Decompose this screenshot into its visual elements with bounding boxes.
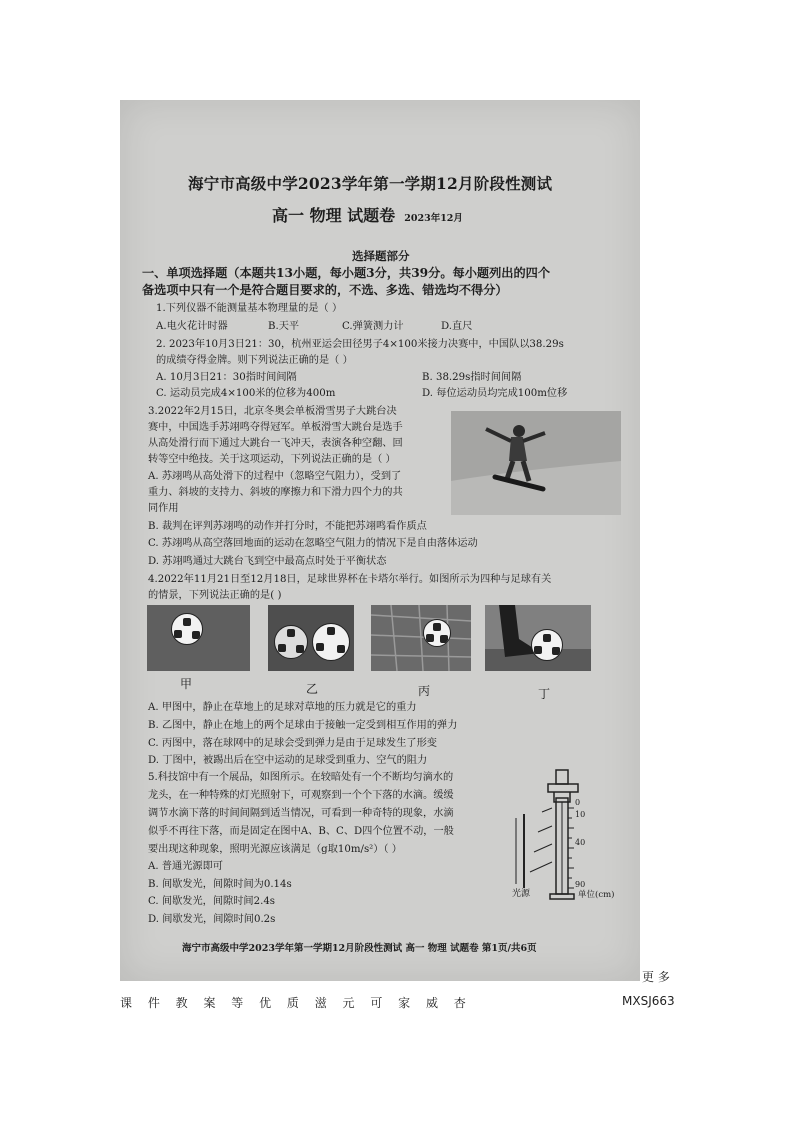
q5-stem-line5: 要出现这种现象，照明光源应该满足（g取10m/s²）（ ） <box>148 844 402 855</box>
football-icon <box>312 623 350 661</box>
page-footer: 海宁市高级中学2023学年第一学期12月阶段性测试 高一 物理 试题卷 第1页/共6页 <box>182 943 537 954</box>
figure-label-jia: 甲 <box>180 677 193 691</box>
q4-option-a: A. 甲图中，静止在草地上的足球对草地的压力就是它的重力 <box>148 702 417 713</box>
q4-stem-line2: 的情景，下列说法正确的是( ) <box>148 590 282 601</box>
exam-date: 2023年12月 <box>404 213 463 224</box>
football-icon <box>423 619 451 647</box>
exam-title: 海宁市高级中学2023学年第一学期12月阶段性测试 <box>188 174 553 193</box>
figure-label-bing: 丙 <box>418 684 431 698</box>
q5-stem-line3: 调节水滴下落的时间间隔到适当情况，可看到一种奇特的现象，水滴 <box>148 808 454 819</box>
q3-option-b: B. 裁判在评判苏翊鸣的动作并打分时，不能把苏翊鸣看作质点 <box>148 521 427 532</box>
q1-option-a: A.电火花计时器 <box>156 321 228 332</box>
subtitle-row <box>272 203 463 226</box>
q1-option-b: B.天平 <box>268 321 300 332</box>
outer-text-more: 更 多 <box>642 970 670 984</box>
figure-label-ding: 丁 <box>538 687 551 701</box>
q5-option-a: A. 普通光源即可 <box>148 861 223 872</box>
q2-stem-line1: 2. 2023年10月3日21：30，杭州亚运会田径男子4×100米接力决赛中，中国队以38.29s <box>156 339 564 350</box>
q1-stem: 1.下列仪器不能测量基本物理量的是（ ） <box>156 303 343 314</box>
q3-stem-line3: 从高处滑行而下通过大跳台一飞冲天，表演各种空翻、回 <box>148 438 403 449</box>
q3-option-a-line2: 重力、斜坡的支持力、斜坡的摩擦力和下滑力四个力的共 <box>148 487 403 498</box>
q1-option-c: C.弹簧测力计 <box>342 321 404 332</box>
figure-label-yi: 乙 <box>306 682 319 696</box>
dripping-faucet-figure <box>512 768 624 902</box>
q5-option-b: B. 间歇发光，间隙时间为0.14s <box>148 879 292 890</box>
section-heading-line2: 备选项中只有一个是符合题目要求的，不选、多选、错选均不得分） <box>142 283 508 297</box>
football-photo-yi <box>268 605 354 671</box>
outer-text-code: MXSJ663 <box>622 994 675 1008</box>
q4-option-c: C. 丙图中，落在球网中的足球会受到弹力是由于足球发生了形变 <box>148 738 437 749</box>
q4-stem-line1: 4.2022年11月21日至12月18日，足球世界杯在卡塔尔举行。如图所示为四种与足球有关 <box>148 574 552 585</box>
q2-option-c: C. 运动员完成4×100米的位移为400m <box>156 388 336 399</box>
football-icon <box>274 625 308 659</box>
q5-stem-line1: 5.科技馆中有一个展品，如图所示。在较暗处有一个不断均匀滴水的 <box>148 772 454 783</box>
ruler-tick-label: 40 <box>575 838 586 847</box>
q4-option-b: B. 乙图中，静止在地上的两个足球由于接触一定受到相互作用的弹力 <box>148 720 458 731</box>
section-heading-line1: 一、单项选择题（本题共13小题，每小题3分，共39分。每小题列出的四个 <box>142 266 551 280</box>
q5-stem-line2: 龙头，在一种特殊的灯光照射下，可观察到一个个下落的水滴。缓缓 <box>148 790 454 801</box>
q3-option-d: D. 苏翊鸣通过大跳台飞到空中最高点时处于平衡状态 <box>148 556 387 567</box>
q2-option-d: D. 每位运动员均完成100m位移 <box>422 388 568 399</box>
ruler-tick-label: 10 <box>575 810 586 819</box>
q1-option-d: D.直尺 <box>441 321 473 332</box>
football-photo-ding <box>485 605 591 671</box>
scanned-exam-page <box>120 100 640 981</box>
q3-option-a-line1: A. 苏翊鸣从高处滑下的过程中（忽略空气阻力），受到了 <box>148 471 402 482</box>
q5-option-c: C. 间歇发光，间隙时间2.4s <box>148 896 276 907</box>
light-source-label: 光源 <box>512 889 531 899</box>
subject-title: 高一 物理 试题卷 <box>272 206 396 225</box>
ruler-tick-label: 90 <box>575 880 586 889</box>
q3-option-a-line3: 同作用 <box>148 503 179 514</box>
section-name: 选择题部分 <box>352 249 410 263</box>
q5-option-d: D. 间歇发光，间隙时间0.2s <box>148 914 276 925</box>
unit-label: 单位(cm) <box>578 890 615 900</box>
ruler-tick-label: 0 <box>575 798 581 807</box>
snowboarder-photo <box>451 411 621 515</box>
football-icon <box>531 629 563 661</box>
q2-stem-line2: 的成绩夺得金牌。则下列说法正确的是（ ） <box>156 355 353 366</box>
football-photo-bing <box>371 605 471 671</box>
football-photo-jia <box>147 605 250 671</box>
q2-option-a: A. 10月3日21：30指时间间隔 <box>156 372 297 383</box>
football-icon <box>171 613 203 645</box>
outer-text-line: 课 件 教 案 等 优 质 滋 元 可 家 威 杏 <box>120 996 472 1010</box>
q3-option-c: C. 苏翊鸣从高空落回地面的运动在忽略空气阻力的情况下是自由落体运动 <box>148 538 478 549</box>
q3-stem-line2: 赛中，中国选手苏翊鸣夺得冠军。单板滑雪大跳台是选手 <box>148 422 403 433</box>
q2-option-b: B. 38.29s指时间间隔 <box>422 372 522 383</box>
q3-stem-line1: 3.2022年2月15日，北京冬奥会单板滑雪男子大跳台决 <box>148 406 397 417</box>
q4-option-d: D. 丁图中，被踢出后在空中运动的足球受到重力、空气的阻力 <box>148 755 428 766</box>
q5-stem-line4: 似乎不再往下落，而是固定在图中A、B、C、D四个位置不动，一般 <box>148 826 454 837</box>
q3-stem-line4: 转等空中绝技。关于这项运动，下列说法正确的是（ ） <box>148 454 396 465</box>
